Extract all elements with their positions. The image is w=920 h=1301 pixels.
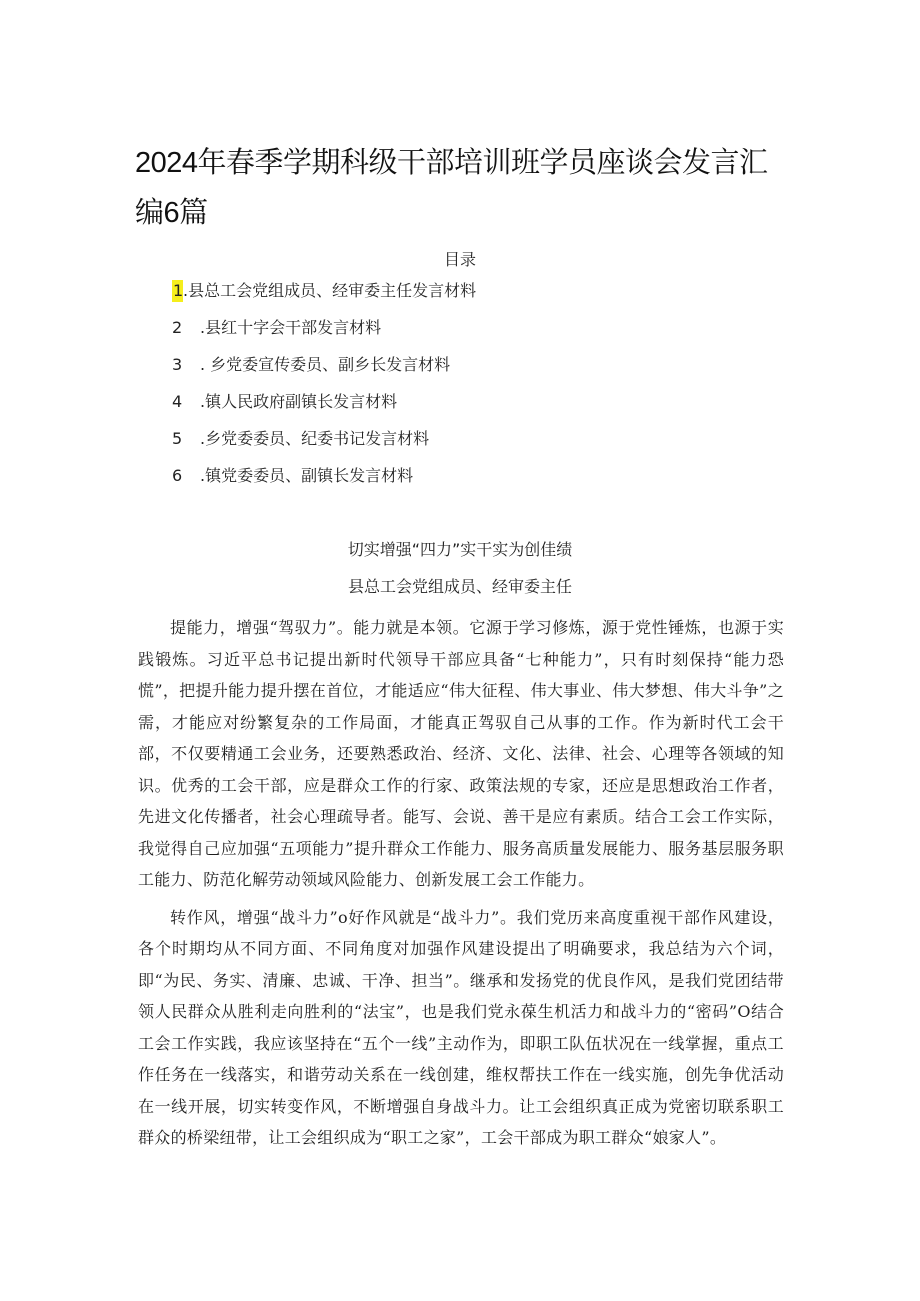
toc-item-number: 6 <box>172 466 183 485</box>
toc-item <box>172 428 476 465</box>
toc-item-text: .乡党委委员、纪委书记发言材料 <box>200 429 430 448</box>
toc-item-text: .镇党委委员、副镇长发言材料 <box>200 466 414 485</box>
article-title: 切实增强“四力”实干实为创佳绩 <box>347 540 573 559</box>
body-paragraph: 转作风，增强“战斗力”o好作风就是“战斗力”。我们党历来高度重视干部作风建设，各个时期均从不同方面、不同角度对加强作风建设提出了明确要求，我总结为六个词，即“为民、务实、清廉、忠诚、干净、担当”。继承和发扬党的优良作风，是我们党团结带领人民群众从胜利走向胜利的“法宝”，也是我们党永葆生机活力和战斗力的“密码”O结合工会工作实践，我应该坚持在“五个一线”主动作为，即职工队伍状况在一线掌握，重点工作任务在一线落实，和谐劳动关系在一线创建，维权帮扶工作在一线实施，创先争优活动在一线开展，切实转变作风，不断增强自身战斗力。让工会组织真正成为党密切联系职工群众的桥梁纽带，让工会组织成为“职工之家”，工会干部成为职工群众“娘家人”。 <box>138 907 784 1147</box>
toc-item <box>172 391 476 428</box>
table-of-contents <box>172 280 476 502</box>
toc-item <box>172 465 476 502</box>
document-title: 2024年春季学期科级干部培训班学员座谈会发言汇编6篇 <box>135 147 768 229</box>
toc-item-text: . 乡党委宣传委员、副乡长发言材料 <box>200 355 451 374</box>
toc-item-number: 5 <box>172 429 183 448</box>
article-body <box>138 612 784 1160</box>
toc-item-text: .县总工会党组成员、经审委主任发言材料 <box>183 281 477 300</box>
toc-item <box>172 280 476 317</box>
article-author: 县总工会党组成员、经审委主任 <box>347 577 572 596</box>
toc-item-number: 3 <box>172 355 183 374</box>
toc-item <box>172 354 476 391</box>
toc-item-text: .县红十字会干部发言材料 <box>200 318 382 337</box>
toc-item-text: .镇人民政府副镇长发言材料 <box>200 392 398 411</box>
toc-item-number: 1 <box>173 281 184 300</box>
toc-heading: 目录 <box>443 250 476 269</box>
body-paragraph: 提能力，增强“驾驭力”。能力就是本领。它源于学习修炼，源于党性锤炼，也源于实践锻炼。习近平总书记提出新时代领导干部应具备“七种能力”，只有时刻保持“能力恐慌”，把提升能力提升摆在首位，才能适应“伟大征程、伟大事业、伟大梦想、伟大斗争”之需，才能应对纷繁复杂的工作局面，才能真正驾驭自己从事的工作。作为新时代工会干部，不仅要精通工会业务，还要熟悉政治、经济、文化、法律、社会、心理等各领域的知识。优秀的工会干部，应是群众工作的行家、政策法规的专家，还应是思想政治工作者，先进文化传播者，社会心理疏导者。能写、会说、善干是应有素质。结合工会工作实际，我觉得自己应加强“五项能力”提升群众工作能力、服务高质量发展能力、服务基层服务职工能力、防范化解劳动领域风险能力、创新发展工会工作能力。 <box>138 618 784 889</box>
toc-item <box>172 317 476 354</box>
toc-item-number: 2 <box>172 318 183 337</box>
toc-item-number: 4 <box>172 392 183 411</box>
